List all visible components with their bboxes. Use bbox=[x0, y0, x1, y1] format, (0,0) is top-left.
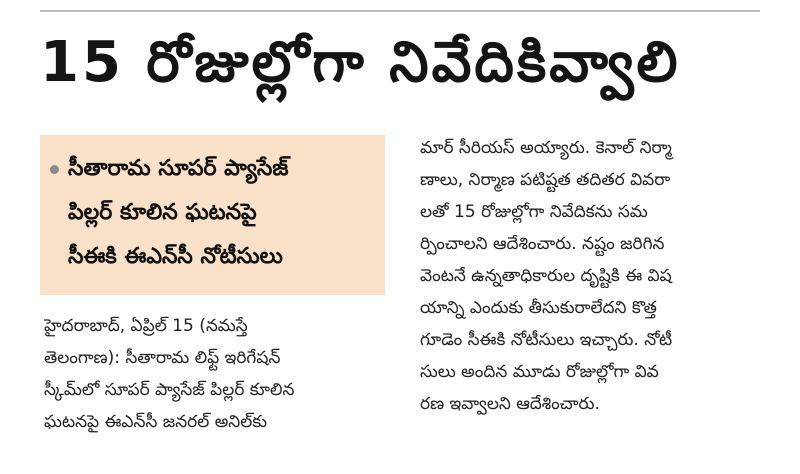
article-line: ఘటనపై ఈఎన్‌సీ జనరల్ అనిల్‌కు bbox=[44, 412, 268, 432]
article-line: రణ ఇవ్వాలని ఆదేశించారు. bbox=[420, 394, 600, 414]
article-line: వెంటనే ఉన్నతాధికారుల దృష్టికి ఈ విష bbox=[420, 266, 672, 286]
subhead-box bbox=[40, 135, 385, 295]
top-rule bbox=[40, 10, 760, 12]
article-line: స్కీమ్‌లో సూపర్ ప్యాసేజ్ పిల్లర్ కూలిన bbox=[44, 380, 295, 400]
article-line: తెలంగాణ): సీతారామ లిఫ్ట్ ఇరిగేషన్ bbox=[44, 348, 281, 368]
article-line: యాన్ని ఎందుకు తీసుకురాలేదని కొత్త bbox=[420, 298, 657, 318]
article-line: మార్ సీరియస్ అయ్యారు. కెనాల్ నిర్మా bbox=[420, 138, 672, 158]
subhead-line: సీఈకి ఈఎన్‌సీ నోటీసులు bbox=[68, 244, 283, 269]
article-right-column bbox=[420, 132, 780, 420]
article-line: లతో 15 రోజుల్లోగా నివేదికను సమ bbox=[420, 202, 648, 222]
article-left-column bbox=[44, 310, 389, 438]
article-line: సులు అందిన మూడు రోజుల్లోగా వివ bbox=[420, 362, 659, 382]
headline: 15 రోజుల్లోగా నివేదికివ్వాలి bbox=[40, 30, 681, 95]
article-line: ణాలు, నిర్మాణ పటిష్టత తదితర వివరా bbox=[420, 170, 671, 190]
subhead-line: పిల్లర్ కూలిన ఘటనపై bbox=[68, 200, 257, 225]
subhead-line: సీతారామ సూపర్ ప్యాసేజ్ bbox=[68, 156, 289, 181]
article-line: ర్పించాలని ఆదేశించారు. నష్టం జరిగిన bbox=[420, 234, 665, 254]
article-line: హైదరాబాద్, ఏప్రిల్ 15 (నమస్తే bbox=[44, 316, 248, 336]
subhead bbox=[68, 147, 383, 279]
bullet-icon bbox=[50, 165, 59, 174]
article-line: గూడెం సీఈకి నోటీసులు ఇచ్చారు. నోటీ bbox=[420, 330, 673, 350]
